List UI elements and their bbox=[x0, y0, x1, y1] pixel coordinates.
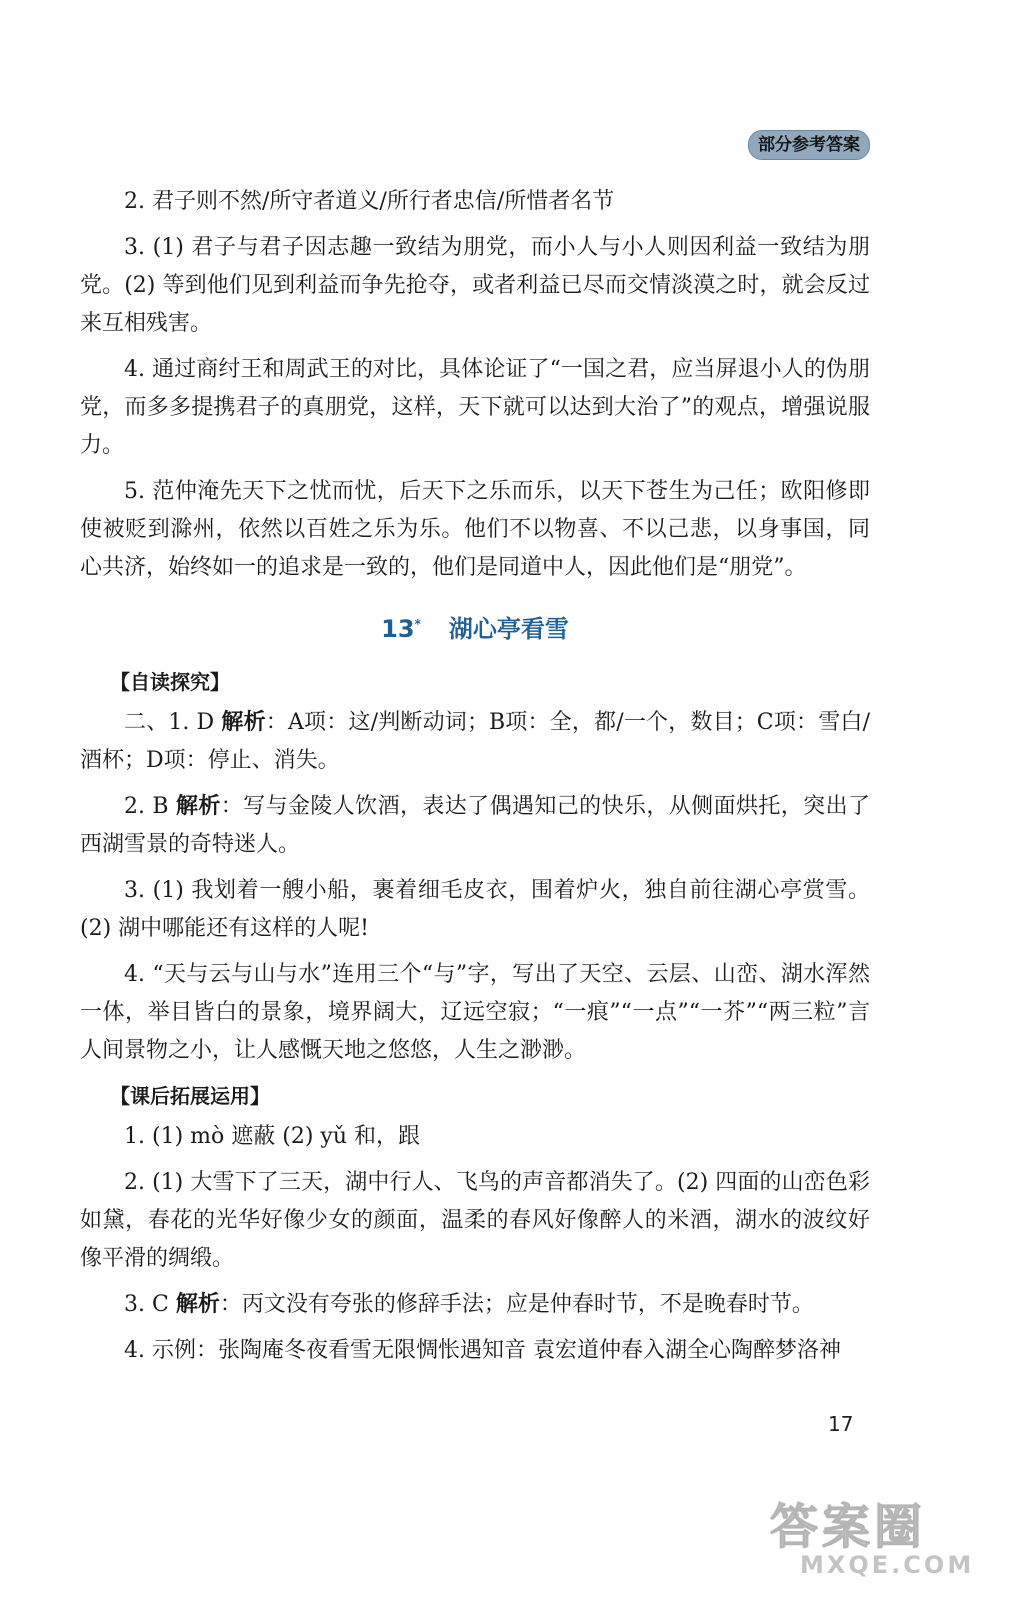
answer-paragraph: 3. C 解析：丙文没有夸张的修辞手法；应是仲春时节，不是晚春时节。 bbox=[124, 1292, 814, 1317]
lesson-name: 湖心亭看雪 bbox=[448, 615, 569, 643]
section-heading: 【自读探究】 bbox=[110, 670, 230, 694]
watermark-logo bbox=[770, 1488, 1010, 1588]
answer-paragraph: 3. (1) 我划着一艘小船，裹着细毛皮衣，围着炉火，独自前往湖心亭赏雪。(2) 湖中哪能还有这样的人呢! bbox=[80, 878, 870, 941]
answer-paragraph: 4. “天与云与山与水”连用三个“与”字，写出了天空、云层、山峦、湖水浑然一体，举目皆白的景象，境界阔大，辽远空寂；“一痕”“一点”“一芥”“两三粒”言人间景物之小，让人感慨天地之悠悠，人生之渺渺。 bbox=[80, 962, 870, 1063]
page-content bbox=[80, 183, 870, 1378]
answer-paragraph: 3. (1) 君子与君子因志趣一致结为朋党，而小人与小人则因利益一致结为朋党。(2) 等到他们见到利益而争先抢夺，或者利益已尽而交情淡漠之时，就会反过来互相残害。 bbox=[80, 235, 870, 336]
answer-paragraph: 1. (1) mò 遮蔽 (2) yǔ 和，跟 bbox=[124, 1124, 420, 1149]
answer-paragraph: 2. B 解析：写与金陵人饮酒，表达了偶遇知己的快乐，从侧面烘托，突出了西湖雪景的奇特迷人。 bbox=[80, 794, 870, 857]
watermark-url: MXQE.COM bbox=[800, 1551, 975, 1579]
answer-paragraph: 4. 通过商纣王和周武王的对比，具体论证了“一国之君，应当屏退小人的伪朋党，而多多提携君子的真朋党，这样，天下就可以达到大治了”的观点，增强说服力。 bbox=[80, 357, 870, 458]
section-badge: 部分参考答案 bbox=[748, 130, 870, 160]
answer-paragraph: 二、1. D 解析：A项：这/判断动词；B项：全，都/一个，数目；C项：雪白/酒杯；D项：停止、消失。 bbox=[80, 710, 870, 773]
answer-paragraph: 4. 示例：张陶庵冬夜看雪无限惆怅遇知音 袁宏道仲春入湖全心陶醉梦洛神 bbox=[124, 1338, 841, 1363]
page-number: 17 bbox=[828, 1412, 854, 1436]
lesson-number: 13* bbox=[381, 615, 421, 643]
answer-paragraph: 5. 范仲淹先天下之忧而忧，后天下之乐而乐，以天下苍生为己任；欧阳修即使被贬到滁州，依然以百姓之乐为乐。他们不以物喜、不以己悲，以身事国，同心共济，始终如一的追求是一致的，他们是同道中人，因此他们是“朋党”。 bbox=[80, 479, 870, 580]
watermark-text: 答案圈 bbox=[770, 1499, 927, 1555]
lesson-title bbox=[80, 609, 870, 644]
answer-paragraph: 2. 君子则不然/所守者道义/所行者忠信/所惜者名节 bbox=[124, 189, 615, 214]
section-heading: 【课后拓展运用】 bbox=[110, 1084, 270, 1108]
answer-paragraph: 2. (1) 大雪下了三天，湖中行人、飞鸟的声音都消失了。(2) 四面的山峦色彩如黛，春花的光华好像少女的颜面，温柔的春风好像醉人的米酒，湖水的波纹好像平滑的绸缎。 bbox=[80, 1170, 870, 1271]
